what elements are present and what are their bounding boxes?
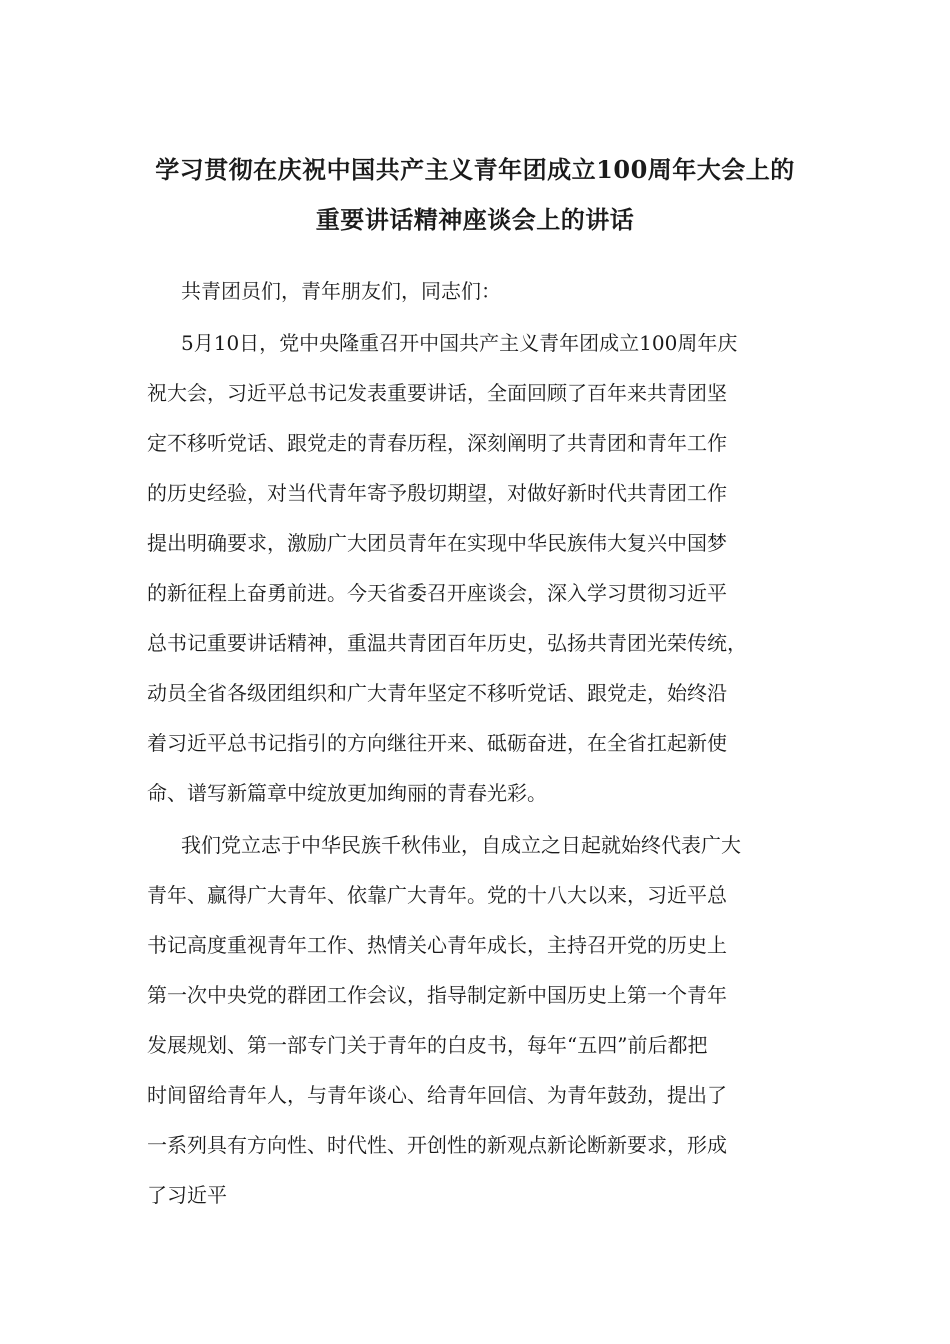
- title-line-1: 学习贯彻在庆祝中国共产主义青年团成立100周年大会上的: [155, 155, 795, 184]
- paragraph-2: 我们党立志于中华民族千秋伟业，自成立之日起就始终代表广大 青年、赢得广大青年、依靠广大青年。党的十八大以来，习近平总 书记高度重视青年工作、热情关心青年成长，主持召开党的历史上 第一次中央党的群团工作会议，指导制定新中国历史上第一个青年 发展规划、第一部专门关于青年的白皮书，每年“五四”前后都把 时间留给青年人，与青年谈心、给青年回信、为青年鼓劲，提出了 一系列具有方向性、时代性、开创性的新观点新论断新要求，形成 了习近平: [147, 833, 741, 1207]
- paragraph-salutation: 共青团员们，青年朋友们，同志们：: [181, 279, 501, 303]
- document-body: [147, 266, 807, 1222]
- title-line-2: 重要讲话精神座谈会上的讲话: [315, 205, 635, 234]
- paragraph-1: 5月10日，党中央隆重召开中国共产主义青年团成立100周年庆 祝大会，习近平总书记发表重要讲话，全面回顾了百年来共青团坚 定不移听党话、跟党走的青春历程，深刻阐明了共青团和青年工作 的历史经验，对当代青年寄予殷切期望，对做好新时代共青团工作 提出明确要求，激励广大团员青年在实现中华民族伟大复兴中国梦 的新征程上奋勇前进。今天省委召开座谈会，深入学习贯彻习近平 总书记重要讲话精神，重温共青团百年历史，弘扬共青团光荣传统， 动员全省各级团组织和广大青年坚定不移听党话、跟党走，始终沿 着习近平总书记指引的方向继往开来、砥砺奋进，在全省扛起新使 命、谱写新篇章中绽放更加绚丽的青春光彩。: [147, 331, 747, 805]
